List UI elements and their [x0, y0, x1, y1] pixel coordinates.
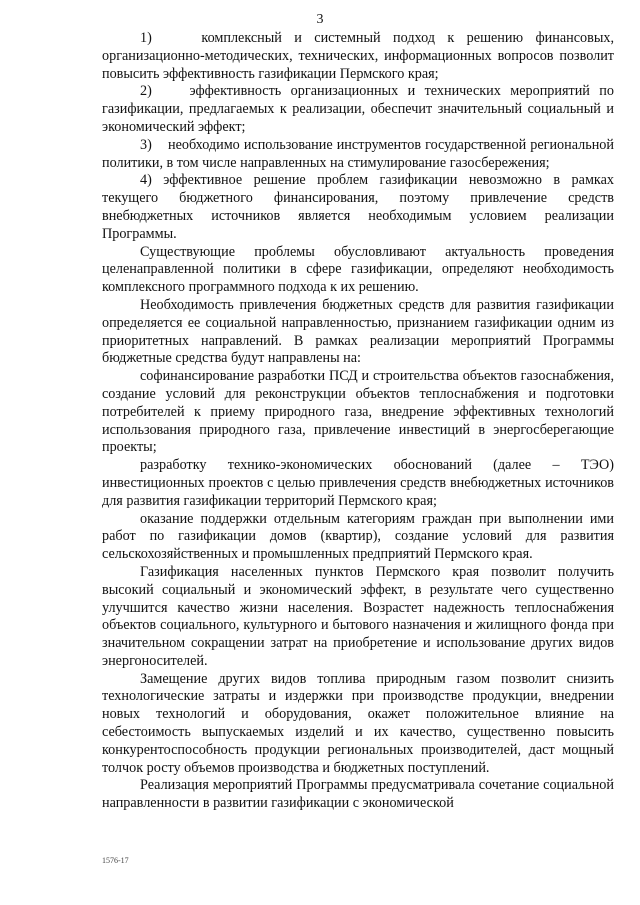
paragraph-citizen-support: оказание поддержки отдельным категориям граждан при выполнении ими работ по газификации домов (квартир), создание условий для развития сельскохозяйственных и промышленных предприятий Пермского края.	[102, 510, 614, 563]
paragraph-feasibility-studies: разработку технико-экономических обоснований (далее – ТЭО) инвестиционных проектов с целью привлечения средств внебюджетных источников для развития газификации территорий Пермского края;	[102, 457, 614, 509]
paragraph-gasification-effect: Газификация населенных пунктов Пермского края позволит получить высокий социальный и экономический эффект, в результате чего существенно улучшится качество жизни населения. Возрастет надежность теплоснабжения объектов социального, культурного и бытового назначения и жилищного фонда при значительном сокращении затрат на приобретение и использование других видов энергоносителей.	[102, 563, 614, 669]
paragraph-budget-necessity: Необходимость привлечения бюджетных средств для развития газификации определяется ее социальной направленностью, признанием газификации одним из приоритетных направлений. В рамках реализации мероприятий Программы бюджетные средства будут направлены на:	[102, 296, 614, 367]
paragraph-item-1: 1) комплексный и системный подход к решению финансовых, организационно-методических, технических, информационных вопросов позволит повысить эффективность газификации Пермского края;	[102, 30, 614, 82]
paragraph-cofinancing: софинансирование разработки ПСД и строительства объектов газоснабжения, создание условий для реконструкции объектов теплоснабжения и подготовки потребителей к приему природного газа, внедрение эффективных технологий использования природного газа, привлечение инвестиций в энергосберегающие проекты;	[102, 368, 614, 456]
page-number: 3	[316, 12, 324, 27]
paragraph-item-2: 2) эффективность организационных и технических мероприятий по газификации, предлагаемых к реализации, обеспечит значительный социальный и экономический эффект;	[102, 83, 614, 135]
paragraph-program-implementation: Реализация мероприятий Программы предусматривала сочетание социальной направленности в развитии газификации с экономической	[102, 777, 614, 812]
paragraph-problems: Существующие проблемы обусловливают актуальность проведения целенаправленной политики в сфере газификации, определяют необходимость комплексного программного подхода к их решению.	[102, 243, 614, 296]
document-footer-code: 1576-17	[102, 856, 129, 865]
paragraph-item-3: 3) необходимо использование инструментов государственной региональной политики, в том числе направленных на стимулирование газосбережения;	[102, 136, 614, 171]
paragraph-item-4: 4) эффективное решение проблем газификации невозможно в рамках текущего бюджетного финансирования, поэтому привлечение средств внебюджетных источников является необходимым условием реализации Программы.	[102, 172, 614, 242]
document-body	[102, 30, 614, 813]
paragraph-fuel-replacement: Замещение других видов топлива природным газом позволит снизить технологические затраты и издержки при производстве продукции, внедрении новых технологий и оборудования, окажет положительное влияние на себестоимость выпускаемых изделий и их качество, существенно повысить конкурентоспособность продукции региональных производителей, даст мощный толчок росту объемов производства и бюджетных поступлений.	[102, 670, 614, 776]
